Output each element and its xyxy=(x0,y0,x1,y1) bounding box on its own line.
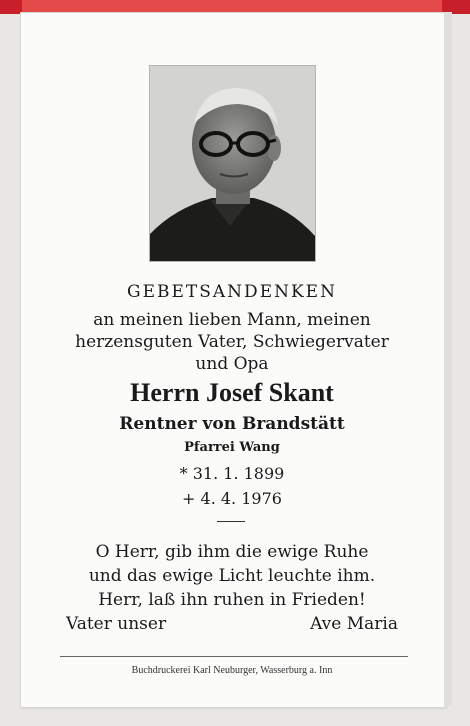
footer-rule xyxy=(60,656,408,657)
deceased-name: Herrn Josef Skant xyxy=(130,378,334,407)
deceased-occupation: Rentner von Brandstätt xyxy=(119,414,345,434)
closing-prayers xyxy=(66,614,398,634)
birth-date: * 31. 1. 1899 xyxy=(179,464,285,483)
dedication-line: herzensguten Vater, Schwiegervater xyxy=(75,332,389,352)
prayer-text xyxy=(20,540,444,612)
dedication-line: an meinen lieben Mann, meinen xyxy=(93,310,371,330)
printer-credit: Buchdruckerei Karl Neuburger, Wasserburg a. Inn xyxy=(131,665,333,676)
section-divider xyxy=(217,521,245,522)
prayer-line: O Herr, gib ihm die ewige Ruhe xyxy=(95,542,369,562)
card-heading: GEBETSANDENKEN xyxy=(127,282,337,302)
prayer-line: Herr, laß ihn ruhen in Frieden! xyxy=(98,590,366,610)
dedication-text xyxy=(20,309,444,375)
closing-left: Vater unser xyxy=(66,614,167,634)
dedication-line: und Opa xyxy=(195,354,269,374)
prayer-line: und das ewige Licht leuchte ihm. xyxy=(88,566,376,586)
portrait-photo xyxy=(149,65,316,262)
portrait-illustration xyxy=(150,66,315,261)
closing-right: Ave Maria xyxy=(310,614,398,634)
card-edge xyxy=(444,12,452,706)
parish-name: Pfarrei Wang xyxy=(184,440,280,455)
death-date: + 4. 4. 1976 xyxy=(182,489,282,508)
